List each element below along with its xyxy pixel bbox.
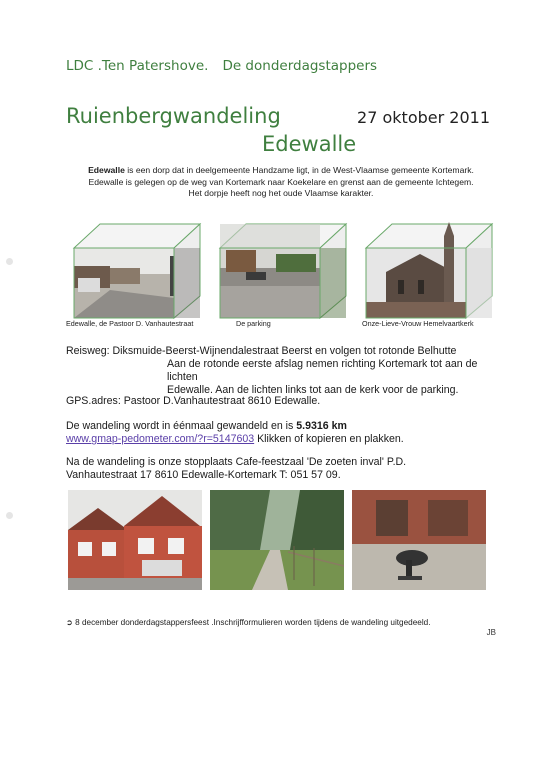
route-line-3: Edewalle. Aan de lichten links tot aan de kerk voor de parking. — [167, 384, 459, 396]
organisation-name: LDC .Ten Patershove. — [66, 58, 209, 74]
distance-instructions: Klikken of kopieren en plakken. — [254, 433, 404, 445]
photo-caption-street: Edewalle, de Pastoor D. Vanhautestraat — [66, 319, 194, 328]
parking-photo-icon — [216, 220, 350, 320]
footnote — [66, 617, 506, 627]
gps-address: GPS.adres: Pastoor D.Vanhautestraat 8610 Edewalle. — [66, 395, 321, 407]
route-section — [66, 345, 506, 397]
walk-location: Edewalle — [262, 132, 357, 156]
intro-line-1: is een dorp dat in deelgemeente Handzame ligt, in de West-Vlaamse gemeente Kortemark. — [124, 165, 474, 175]
walk-title: Ruienbergwandeling — [66, 104, 281, 128]
route-line-1: Diksmuide-Beerst-Wijnendalestraat Beerst en volgen tot rotonde Belhutte — [112, 345, 457, 357]
group-name: De donderdagstappers — [222, 58, 378, 74]
pedometer-link[interactable]: www.gmap-pedometer.com/?r=5147603 — [66, 433, 255, 445]
footnote-text: 8 december donderdagstappersfeest .Inschrijfformulieren worden tijdens de wandeling uitgedeeld. — [75, 618, 431, 627]
street-photo-icon — [70, 220, 204, 320]
distance-km: 5.9316 km — [296, 420, 347, 432]
arrow-circle-icon: ➲ — [66, 618, 73, 627]
stop-line-2: Vanhautestraat 17 8610 Edewalle-Kortemark T: 051 57 09. — [66, 469, 341, 481]
church-photo-icon — [362, 220, 496, 320]
intro-line-2: Edewalle is gelegen op de weg van Kortemark naar Koekelare en grenst aan de gemeente Ichtegem. — [88, 176, 474, 187]
intro-line-3: Het dorpje heeft nog het oude Vlaamse karakter. — [188, 188, 374, 198]
brick-house-photo-icon — [68, 490, 202, 595]
route-label: Reisweg: — [66, 345, 110, 357]
stop-section — [66, 456, 506, 482]
intro-paragraph — [66, 165, 496, 200]
header-line — [66, 58, 377, 74]
photo-caption-church: Onze-Lieve-Vrouw Hemelvaartkerk — [362, 319, 474, 328]
distance-section — [66, 420, 506, 446]
forest-path-photo-icon — [210, 490, 344, 595]
author-initials: JB — [486, 628, 496, 637]
stop-line-1: Na de wandeling is onze stopplaats Cafe-feestzaal 'De zoeten inval' P.D. — [66, 456, 407, 468]
statue-courtyard-photo-icon — [352, 490, 486, 595]
route-line-2: Aan de rotonde eerste afslag nemen richting Kortemark tot aan de lichten — [167, 358, 478, 383]
punch-hole — [6, 258, 13, 265]
distance-text: De wandeling wordt in éénmaal gewandeld en is — [66, 420, 297, 432]
photo-caption-parking: De parking — [236, 319, 271, 328]
punch-hole — [6, 512, 13, 519]
intro-bold-word: Edewalle — [88, 165, 125, 175]
walk-date: 27 oktober 2011 — [357, 108, 490, 127]
